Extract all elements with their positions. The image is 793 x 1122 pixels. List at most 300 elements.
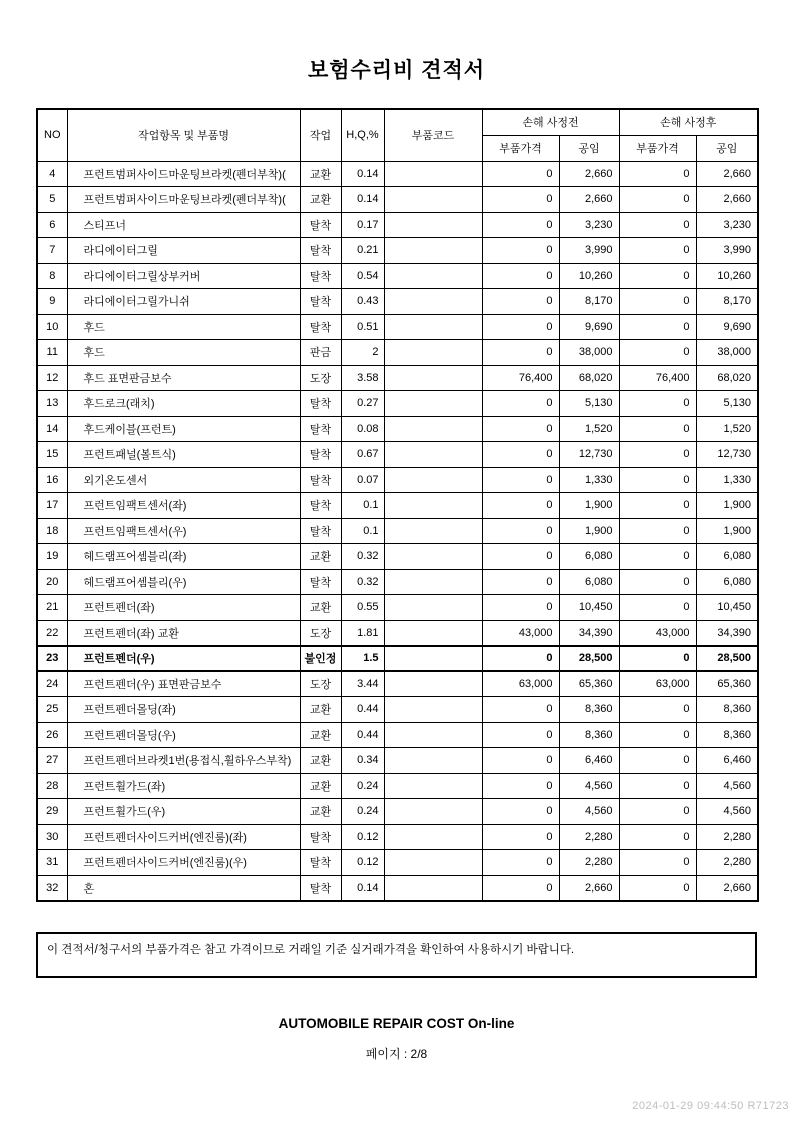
cell-work: 교환 <box>300 161 341 187</box>
table-row <box>37 289 758 315</box>
cell-after-labor: 8,360 <box>696 722 758 748</box>
table-row <box>37 467 758 493</box>
cell-no: 12 <box>37 365 67 391</box>
cell-no: 23 <box>37 646 67 672</box>
header-before-labor: 공임 <box>559 135 619 161</box>
table-row <box>37 773 758 799</box>
table-row <box>37 722 758 748</box>
cell-work: 탈착 <box>300 314 341 340</box>
cell-no: 27 <box>37 748 67 774</box>
cell-before-part-price: 0 <box>482 824 559 850</box>
header-after-part-price: 부품가격 <box>619 135 696 161</box>
cell-after-labor: 68,020 <box>696 365 758 391</box>
page-title: 보험수리비 견적서 <box>307 59 486 82</box>
cell-no: 21 <box>37 595 67 621</box>
cell-after-labor: 2,660 <box>696 187 758 213</box>
cell-work: 탈착 <box>300 824 341 850</box>
cell-no: 9 <box>37 289 67 315</box>
header-before-part-price: 부품가격 <box>482 135 559 161</box>
cell-work: 탈착 <box>300 238 341 264</box>
table-row <box>37 697 758 723</box>
cell-before-labor: 2,660 <box>559 875 619 901</box>
cell-item: 프런트펜더사이드커버(엔진룸)(우) <box>67 850 300 876</box>
cell-part-code <box>384 595 482 621</box>
cell-work: 교환 <box>300 799 341 825</box>
cell-after-labor: 1,900 <box>696 493 758 519</box>
cell-item: 후드 <box>67 314 300 340</box>
cell-before-part-price: 0 <box>482 212 559 238</box>
cell-part-code <box>384 289 482 315</box>
cell-after-part-price: 0 <box>619 773 696 799</box>
cell-hq: 0.12 <box>341 824 384 850</box>
table-row <box>37 212 758 238</box>
cell-hq: 3.44 <box>341 671 384 697</box>
cell-no: 10 <box>37 314 67 340</box>
cell-part-code <box>384 238 482 264</box>
estimate-table <box>36 108 759 902</box>
table-row <box>37 187 758 213</box>
cell-hq: 0.24 <box>341 799 384 825</box>
cell-before-labor: 4,560 <box>559 773 619 799</box>
cell-after-labor: 3,990 <box>696 238 758 264</box>
cell-after-labor: 8,360 <box>696 697 758 723</box>
cell-before-part-price: 0 <box>482 314 559 340</box>
cell-after-labor: 2,660 <box>696 161 758 187</box>
cell-item: 프런트펜더(우) <box>67 646 300 672</box>
cell-hq: 0.14 <box>341 161 384 187</box>
cell-no: 6 <box>37 212 67 238</box>
cell-after-part-price: 0 <box>619 416 696 442</box>
cell-part-code <box>384 467 482 493</box>
cell-part-code <box>384 391 482 417</box>
table-row <box>37 518 758 544</box>
cell-work: 교환 <box>300 722 341 748</box>
cell-part-code <box>384 671 482 697</box>
cell-part-code <box>384 646 482 672</box>
table-row <box>37 161 758 187</box>
cell-after-labor: 3,230 <box>696 212 758 238</box>
cell-after-part-price: 0 <box>619 875 696 901</box>
cell-no: 26 <box>37 722 67 748</box>
table-body <box>37 161 758 901</box>
cell-before-labor: 3,230 <box>559 212 619 238</box>
cell-after-part-price: 43,000 <box>619 620 696 646</box>
cell-item: 프런트임팩트센서(우) <box>67 518 300 544</box>
cell-after-labor: 34,390 <box>696 620 758 646</box>
cell-part-code <box>384 544 482 570</box>
cell-after-part-price: 0 <box>619 493 696 519</box>
cell-hq: 1.81 <box>341 620 384 646</box>
cell-hq: 0.24 <box>341 773 384 799</box>
cell-after-labor: 6,080 <box>696 569 758 595</box>
cell-hq: 0.1 <box>341 493 384 519</box>
cell-item: 스티프너 <box>67 212 300 238</box>
cell-item: 헤드램프어셈블리(우) <box>67 569 300 595</box>
header-no: NO <box>37 109 67 161</box>
cell-after-labor: 1,520 <box>696 416 758 442</box>
cell-before-labor: 2,660 <box>559 187 619 213</box>
cell-after-part-price: 0 <box>619 569 696 595</box>
cell-item: 프런트휠가드(우) <box>67 799 300 825</box>
cell-before-part-price: 0 <box>482 595 559 621</box>
cell-before-part-price: 0 <box>482 161 559 187</box>
cell-work: 판금 <box>300 340 341 366</box>
estimate-table-wrap <box>36 108 757 902</box>
cell-item: 후드 표면판금보수 <box>67 365 300 391</box>
cell-before-labor: 6,080 <box>559 569 619 595</box>
cell-hq: 0.44 <box>341 697 384 723</box>
cell-before-labor: 1,520 <box>559 416 619 442</box>
cell-before-labor: 12,730 <box>559 442 619 468</box>
cell-item: 후드 <box>67 340 300 366</box>
cell-item: 프런트펜더(좌) <box>67 595 300 621</box>
cell-no: 11 <box>37 340 67 366</box>
cell-item: 프런트펜더브라켓1번(용접식,휠하우스부착) <box>67 748 300 774</box>
table-row <box>37 263 758 289</box>
cell-work: 도장 <box>300 620 341 646</box>
cell-part-code <box>384 365 482 391</box>
cell-hq: 0.54 <box>341 263 384 289</box>
cell-work: 탈착 <box>300 442 341 468</box>
cell-before-part-price: 0 <box>482 773 559 799</box>
cell-part-code <box>384 722 482 748</box>
cell-before-part-price: 0 <box>482 238 559 264</box>
cell-after-part-price: 0 <box>619 340 696 366</box>
cell-after-part-price: 0 <box>619 646 696 672</box>
cell-item: 혼 <box>67 875 300 901</box>
cell-part-code <box>384 799 482 825</box>
cell-after-part-price: 0 <box>619 799 696 825</box>
header-item: 작업항목 및 부품명 <box>67 109 300 161</box>
table-row <box>37 748 758 774</box>
cell-item: 프런트펜더몰딩(좌) <box>67 697 300 723</box>
cell-before-part-price: 0 <box>482 416 559 442</box>
cell-before-part-price: 0 <box>482 748 559 774</box>
table-row <box>37 416 758 442</box>
cell-item: 헤드램프어셈블리(좌) <box>67 544 300 570</box>
table-row <box>37 544 758 570</box>
cell-hq: 0.17 <box>341 212 384 238</box>
cell-part-code <box>384 518 482 544</box>
cell-after-labor: 6,460 <box>696 748 758 774</box>
cell-no: 19 <box>37 544 67 570</box>
cell-work: 탈착 <box>300 493 341 519</box>
cell-part-code <box>384 620 482 646</box>
cell-before-part-price: 0 <box>482 263 559 289</box>
cell-item: 외기온도센서 <box>67 467 300 493</box>
cell-work: 탈착 <box>300 467 341 493</box>
cell-item: 라디에이터그릴상부커버 <box>67 263 300 289</box>
cell-after-labor: 2,280 <box>696 824 758 850</box>
cell-no: 24 <box>37 671 67 697</box>
cell-part-code <box>384 416 482 442</box>
cell-item: 라디에이터그릴가니쉬 <box>67 289 300 315</box>
cell-part-code <box>384 569 482 595</box>
cell-after-labor: 6,080 <box>696 544 758 570</box>
cell-no: 4 <box>37 161 67 187</box>
cell-no: 32 <box>37 875 67 901</box>
cell-after-labor: 1,330 <box>696 467 758 493</box>
cell-before-part-price: 0 <box>482 544 559 570</box>
cell-hq: 0.32 <box>341 569 384 595</box>
cell-work: 탈착 <box>300 569 341 595</box>
cell-after-part-price: 0 <box>619 824 696 850</box>
cell-hq: 0.43 <box>341 289 384 315</box>
cell-hq: 0.55 <box>341 595 384 621</box>
table-row <box>37 799 758 825</box>
table-row <box>37 671 758 697</box>
cell-before-labor: 34,390 <box>559 620 619 646</box>
cell-item: 프런트펜더(우) 표면판금보수 <box>67 671 300 697</box>
cell-work: 탈착 <box>300 875 341 901</box>
notice-text: 이 견적서/청구서의 부품가격은 참고 가격이므로 거래일 기준 실거래가격을 확인하여 사용하시기 바랍니다. <box>47 943 575 956</box>
cell-after-labor: 5,130 <box>696 391 758 417</box>
cell-after-part-price: 0 <box>619 722 696 748</box>
table-row <box>37 875 758 901</box>
cell-no: 14 <box>37 416 67 442</box>
cell-after-labor: 8,170 <box>696 289 758 315</box>
cell-hq: 0.12 <box>341 850 384 876</box>
cell-work: 탈착 <box>300 289 341 315</box>
cell-before-part-price: 0 <box>482 391 559 417</box>
cell-after-labor: 65,360 <box>696 671 758 697</box>
cell-before-labor: 5,130 <box>559 391 619 417</box>
cell-work: 탈착 <box>300 850 341 876</box>
cell-no: 22 <box>37 620 67 646</box>
cell-after-part-price: 0 <box>619 314 696 340</box>
cell-after-part-price: 0 <box>619 161 696 187</box>
cell-no: 18 <box>37 518 67 544</box>
table-row <box>37 238 758 264</box>
cell-work: 도장 <box>300 671 341 697</box>
cell-before-part-price: 0 <box>482 340 559 366</box>
cell-after-part-price: 0 <box>619 289 696 315</box>
cell-before-part-price: 0 <box>482 646 559 672</box>
cell-no: 13 <box>37 391 67 417</box>
cell-item: 프런트펜더몰딩(우) <box>67 722 300 748</box>
table-row <box>37 620 758 646</box>
cell-no: 31 <box>37 850 67 876</box>
cell-before-labor: 65,360 <box>559 671 619 697</box>
cell-work: 도장 <box>300 365 341 391</box>
cell-no: 17 <box>37 493 67 519</box>
cell-work: 탈착 <box>300 263 341 289</box>
cell-before-labor: 9,690 <box>559 314 619 340</box>
table-row <box>37 493 758 519</box>
table-row <box>37 595 758 621</box>
cell-after-labor: 12,730 <box>696 442 758 468</box>
cell-hq: 0.21 <box>341 238 384 264</box>
cell-before-labor: 8,360 <box>559 697 619 723</box>
cell-after-part-price: 0 <box>619 518 696 544</box>
cell-after-part-price: 0 <box>619 595 696 621</box>
cell-work: 교환 <box>300 544 341 570</box>
cell-work: 탈착 <box>300 212 341 238</box>
cell-part-code <box>384 850 482 876</box>
cell-hq: 0.1 <box>341 518 384 544</box>
cell-after-part-price: 0 <box>619 391 696 417</box>
cell-no: 20 <box>37 569 67 595</box>
cell-after-labor: 4,560 <box>696 773 758 799</box>
cell-before-part-price: 0 <box>482 442 559 468</box>
cell-no: 5 <box>37 187 67 213</box>
cell-item: 라디에이터그릴 <box>67 238 300 264</box>
table-row <box>37 569 758 595</box>
cell-before-labor: 2,280 <box>559 824 619 850</box>
cell-before-labor: 10,450 <box>559 595 619 621</box>
cell-after-part-price: 0 <box>619 467 696 493</box>
cell-before-labor: 2,660 <box>559 161 619 187</box>
cell-item: 후드케이블(프런트) <box>67 416 300 442</box>
cell-item: 프런트범퍼사이드마운팅브라켓(펜더부착)( <box>67 161 300 187</box>
cell-before-labor: 1,900 <box>559 518 619 544</box>
cell-no: 16 <box>37 467 67 493</box>
cell-part-code <box>384 442 482 468</box>
table-row <box>37 442 758 468</box>
cell-part-code <box>384 314 482 340</box>
cell-before-labor: 68,020 <box>559 365 619 391</box>
cell-after-labor: 2,660 <box>696 875 758 901</box>
cell-before-part-price: 0 <box>482 697 559 723</box>
cell-after-labor: 10,450 <box>696 595 758 621</box>
cell-after-part-price: 0 <box>619 442 696 468</box>
cell-before-part-price: 0 <box>482 493 559 519</box>
cell-work: 탈착 <box>300 518 341 544</box>
cell-before-labor: 3,990 <box>559 238 619 264</box>
cell-before-labor: 6,080 <box>559 544 619 570</box>
cell-after-part-price: 63,000 <box>619 671 696 697</box>
cell-after-labor: 4,560 <box>696 799 758 825</box>
cell-hq: 0.32 <box>341 544 384 570</box>
cell-hq: 0.51 <box>341 314 384 340</box>
cell-no: 28 <box>37 773 67 799</box>
cell-item: 프런트펜더사이드커버(엔진룸)(좌) <box>67 824 300 850</box>
cell-work: 교환 <box>300 697 341 723</box>
cell-before-part-price: 0 <box>482 569 559 595</box>
cell-before-labor: 10,260 <box>559 263 619 289</box>
cell-no: 8 <box>37 263 67 289</box>
cell-before-part-price: 63,000 <box>482 671 559 697</box>
cell-work: 교환 <box>300 773 341 799</box>
cell-hq: 1.5 <box>341 646 384 672</box>
cell-work: 탈착 <box>300 416 341 442</box>
cell-hq: 0.34 <box>341 748 384 774</box>
cell-part-code <box>384 161 482 187</box>
cell-hq: 0.08 <box>341 416 384 442</box>
cell-before-labor: 38,000 <box>559 340 619 366</box>
cell-part-code <box>384 875 482 901</box>
cell-item: 프런트범퍼사이드마운팅브라켓(펜더부착)( <box>67 187 300 213</box>
cell-before-part-price: 0 <box>482 289 559 315</box>
cell-no: 25 <box>37 697 67 723</box>
cell-after-part-price: 0 <box>619 544 696 570</box>
cell-part-code <box>384 187 482 213</box>
table-row <box>37 365 758 391</box>
cell-part-code <box>384 340 482 366</box>
cell-hq: 0.14 <box>341 875 384 901</box>
cell-before-part-price: 43,000 <box>482 620 559 646</box>
cell-part-code <box>384 748 482 774</box>
header-part-code: 부품코드 <box>384 109 482 161</box>
cell-before-labor: 28,500 <box>559 646 619 672</box>
cell-no: 30 <box>37 824 67 850</box>
cell-after-labor: 9,690 <box>696 314 758 340</box>
cell-after-labor: 2,280 <box>696 850 758 876</box>
notice-box <box>36 932 757 978</box>
cell-before-labor: 4,560 <box>559 799 619 825</box>
cell-work: 탈착 <box>300 391 341 417</box>
table-row <box>37 314 758 340</box>
cell-part-code <box>384 773 482 799</box>
cell-before-part-price: 0 <box>482 875 559 901</box>
cell-before-part-price: 0 <box>482 722 559 748</box>
cell-item: 후드로크(래치) <box>67 391 300 417</box>
brand-title: AUTOMOBILE REPAIR COST On-line <box>278 1015 515 1031</box>
cell-before-labor: 6,460 <box>559 748 619 774</box>
header-after-labor: 공임 <box>696 135 758 161</box>
cell-hq: 3.58 <box>341 365 384 391</box>
cell-after-part-price: 0 <box>619 187 696 213</box>
cell-before-part-price: 0 <box>482 187 559 213</box>
cell-before-labor: 1,900 <box>559 493 619 519</box>
cell-hq: 0.14 <box>341 187 384 213</box>
cell-before-part-price: 0 <box>482 467 559 493</box>
cell-part-code <box>384 493 482 519</box>
cell-after-labor: 38,000 <box>696 340 758 366</box>
cell-after-part-price: 0 <box>619 263 696 289</box>
cell-hq: 0.67 <box>341 442 384 468</box>
cell-part-code <box>384 697 482 723</box>
cell-after-labor: 10,260 <box>696 263 758 289</box>
cell-before-labor: 8,170 <box>559 289 619 315</box>
table-row <box>37 391 758 417</box>
cell-work: 불인정 <box>300 646 341 672</box>
table-header <box>37 109 758 161</box>
table-row <box>37 340 758 366</box>
cell-before-labor: 1,330 <box>559 467 619 493</box>
cell-part-code <box>384 263 482 289</box>
cell-after-part-price: 0 <box>619 697 696 723</box>
cell-before-part-price: 0 <box>482 799 559 825</box>
cell-hq: 0.07 <box>341 467 384 493</box>
cell-after-labor: 1,900 <box>696 518 758 544</box>
cell-item: 프런트펜더(좌) 교환 <box>67 620 300 646</box>
table-row <box>37 850 758 876</box>
cell-after-labor: 28,500 <box>696 646 758 672</box>
cell-no: 15 <box>37 442 67 468</box>
header-hq: H,Q,% <box>341 109 384 161</box>
cell-after-part-price: 0 <box>619 850 696 876</box>
cell-work: 교환 <box>300 595 341 621</box>
cell-before-labor: 8,360 <box>559 722 619 748</box>
cell-hq: 2 <box>341 340 384 366</box>
cell-part-code <box>384 824 482 850</box>
page-number: 페이지 : 2/8 <box>365 1046 428 1061</box>
header-before-group: 손해 사정전 <box>482 109 619 135</box>
cell-before-part-price: 0 <box>482 518 559 544</box>
cell-no: 29 <box>37 799 67 825</box>
cell-after-part-price: 0 <box>619 238 696 264</box>
cell-work: 교환 <box>300 748 341 774</box>
table-row <box>37 646 758 672</box>
cell-before-part-price: 0 <box>482 850 559 876</box>
cell-no: 7 <box>37 238 67 264</box>
cell-item: 프런트임팩트센서(좌) <box>67 493 300 519</box>
table-row <box>37 824 758 850</box>
cell-before-part-price: 76,400 <box>482 365 559 391</box>
print-timestamp: 2024-01-29 09:44:50 R71723 <box>632 1100 789 1112</box>
cell-before-labor: 2,280 <box>559 850 619 876</box>
